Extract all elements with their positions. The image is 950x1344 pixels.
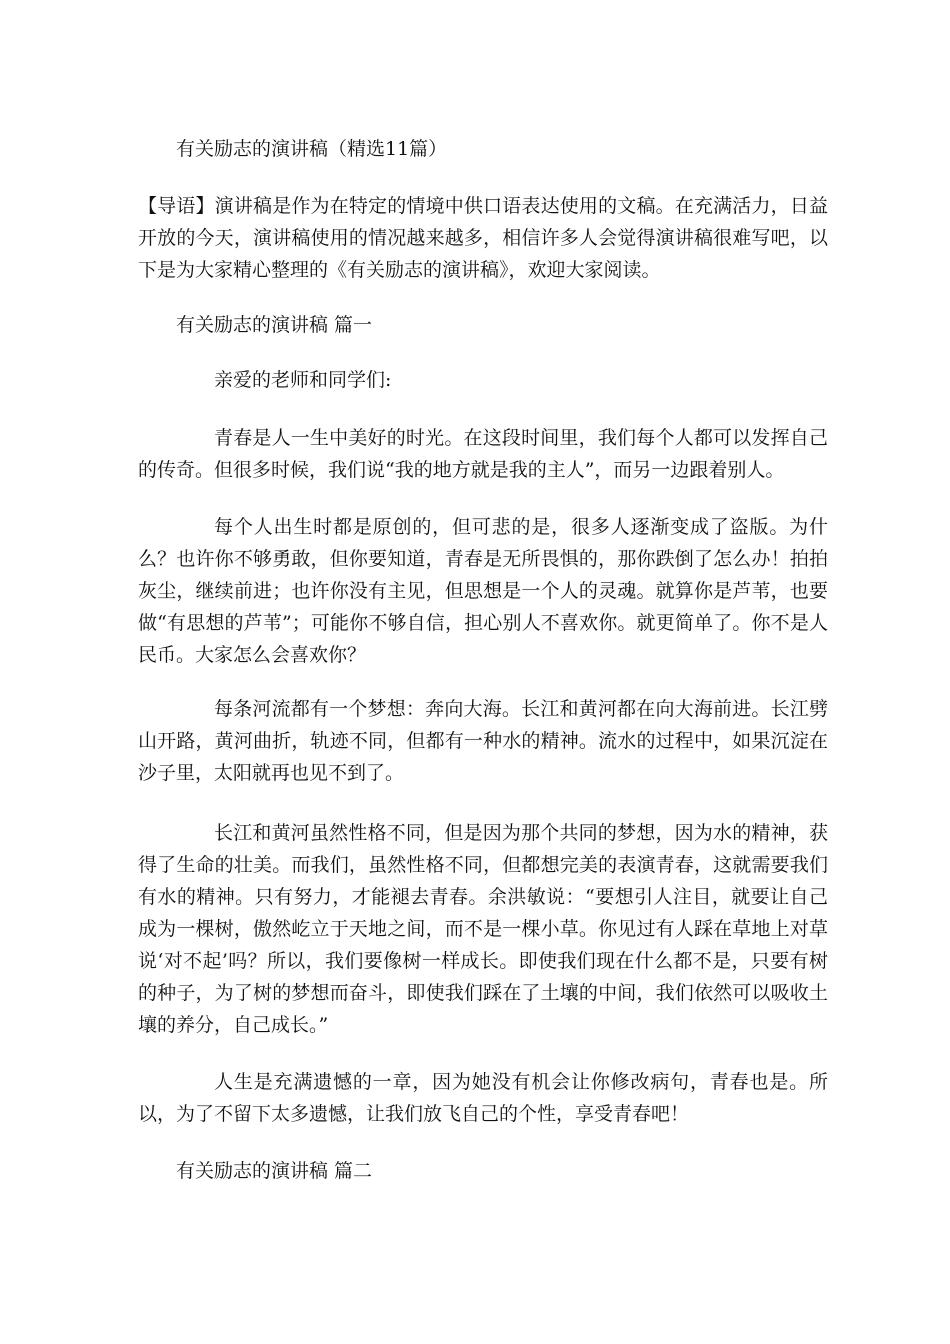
section-heading-1: 有关励志的演讲稿 篇一 (176, 314, 373, 336)
body-paragraph-1: 青春是人一生中美好的时光。在这段时间里，我们每个人都可以发挥自己的传奇。但很多时候，我们说“我的地方就是我的主人”，而另一边跟着别人。 (138, 427, 828, 481)
body-paragraph-4: 长江和黄河虽然性格不同，但是因为那个共同的梦想，因为水的精神，获得了生命的壮美。而我们，虽然性格不同，但都想完美的表演青春，这就需要我们有水的精神。只有努力，才能褪去青春。余洪敏说：“要想引人注目，就要让自己成为一棵树，傲然屹立于天地之间，而不是一棵小草。你见过有人踩在草地上对草说‘对不起’吗？所以，我们要像树一样成长。即使我们现在什么都不是，只要有树的种子，为了树的梦想而奋斗，即使我们踩在了土壤的中间，我们依然可以吸收土壤的养分，自己成长。” (138, 822, 828, 1036)
intro-paragraph: 【导语】演讲稿是作为在特定的情境中供口语表达使用的文稿。在充满活力，日益开放的今天，演讲稿使用的情况越来越多，相信许多人会觉得演讲稿很难写吧，以下是为大家精心整理的《有关励志的演讲稿》，欢迎大家阅读。 (138, 195, 828, 281)
document-title: 有关励志的演讲稿（精选11篇） (176, 138, 448, 160)
body-paragraph-3: 每条河流都有一个梦想：奔向大海。长江和黄河都在向大海前进。长江劈山开路，黄河曲折，轨迹不同，但都有一种水的精神。流水的过程中，如果沉淀在沙子里，太阳就再也见不到了。 (138, 698, 828, 784)
greeting-line: 亲爱的老师和同学们: (214, 369, 392, 391)
body-paragraph-5: 人生是充满遗憾的一章，因为她没有机会让你修改病句，青春也是。所以，为了不留下太多遗憾，让我们放飞自己的个性，享受青春吧！ (138, 1071, 828, 1125)
section-heading-2: 有关励志的演讲稿 篇二 (176, 1160, 373, 1182)
body-paragraph-2: 每个人出生时都是原创的，但可悲的是，很多人逐渐变成了盗版。为什么？也许你不够勇敢，但你要知道，青春是无所畏惧的，那你跌倒了怎么办！拍拍灰尘，继续前进；也许你没有主见，但思想是一个人的灵魂。就算你是芦苇，也要做“有思想的芦苇”；可能你不够自信，担心别人不喜欢你。就更简单了。你不是人民币。大家怎么会喜欢你？ (138, 516, 828, 666)
